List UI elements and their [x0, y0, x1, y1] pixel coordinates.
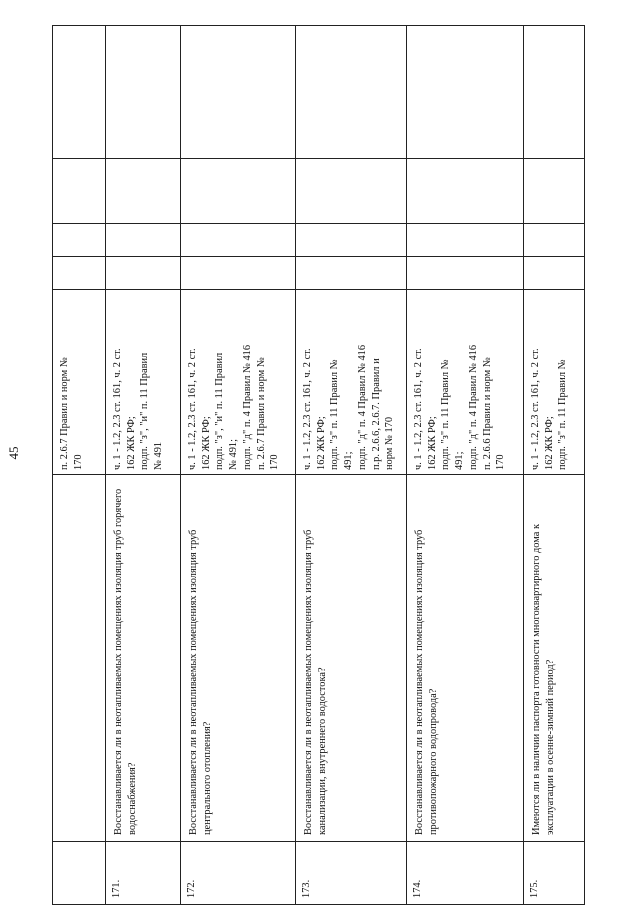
- norm-line: п. 2.6.7 Правил и норм №: [255, 357, 267, 470]
- empty-answer-cell: [524, 159, 585, 224]
- norm-line: подп. "з" п. 11 Правил №: [440, 359, 452, 470]
- empty-answer-cell: [181, 159, 296, 224]
- row-number: 172.: [181, 842, 296, 905]
- norm-line: 491;: [343, 451, 355, 470]
- norm-line: п. 2.6.6 Правил и норм №: [481, 357, 493, 470]
- row-number: 175.: [524, 842, 585, 905]
- empty-answer-cell: [53, 26, 106, 159]
- norm-line: ч. 1 - 1.2, 2.3 ст. 161, ч. 2 ст.: [302, 348, 313, 470]
- empty-answer-cell: [106, 159, 181, 224]
- norm-line: 170: [269, 454, 281, 470]
- norm-line: ч. 1 - 1.2, 2.3 ст. 161, ч. 2 ст.: [530, 348, 541, 470]
- norm-line: подп. "з", "и" п. 11 Правил: [214, 352, 226, 470]
- norm-line: ч. 1 - 1.2, 2.3 ст. 161, ч. 2 ст.: [112, 348, 123, 470]
- empty-answer-cell: [296, 257, 407, 290]
- empty-answer-cell: [53, 224, 106, 257]
- norm-line: подп. "д" п. 4 Правил № 416: [356, 344, 368, 470]
- row-number: 171.: [106, 842, 181, 905]
- checklist-table: [52, 25, 585, 905]
- question-text: Восстанавливается ли в неотапливаемых помещениях изоляция труб канализации, внутреннего водостока?: [296, 475, 407, 842]
- norm-line: № 491: [153, 441, 165, 470]
- empty-answer-cell: [524, 257, 585, 290]
- norm-line: п. 2.6.7 Правил и норм №: [59, 357, 70, 470]
- row-number: 173.: [296, 842, 407, 905]
- legal-norms: [53, 290, 106, 475]
- norm-line: 162 ЖК РФ;: [543, 416, 555, 470]
- empty-answer-cell: [106, 26, 181, 159]
- checklist-table-wrapper: [52, 63, 584, 905]
- empty-answer-cell: [296, 26, 407, 159]
- empty-answer-cell: [407, 26, 524, 159]
- page-number: 45: [6, 446, 21, 460]
- norm-line: № 491;: [228, 439, 240, 470]
- table-row: [53, 26, 106, 905]
- legal-norms: [181, 290, 296, 475]
- empty-answer-cell: [181, 224, 296, 257]
- row-number: [53, 842, 106, 905]
- empty-answer-cell: [407, 159, 524, 224]
- checklist-table-body: [53, 26, 585, 905]
- empty-answer-cell: [106, 257, 181, 290]
- norm-line: п.р. 2.6.6, 2.6.7. Правил и: [370, 358, 382, 470]
- question-text: Восстанавливается ли в неотапливаемых помещениях изоляция труб горячего водоснабжения?: [106, 475, 181, 842]
- legal-norms: [407, 290, 524, 475]
- empty-answer-cell: [53, 257, 106, 290]
- empty-answer-cell: [53, 159, 106, 224]
- norm-line: 162 ЖК РФ;: [315, 416, 327, 470]
- empty-answer-cell: [181, 257, 296, 290]
- norm-line: подп. "з" п. 11 Правил №: [329, 359, 341, 470]
- table-row: [524, 26, 585, 905]
- table-row: [407, 26, 524, 905]
- empty-answer-cell: [524, 224, 585, 257]
- norm-line: 162 ЖК РФ;: [125, 416, 137, 470]
- legal-norms: [106, 290, 181, 475]
- norm-line: подп. "з", "и" п. 11 Правил: [139, 352, 151, 470]
- row-number: 174.: [407, 842, 524, 905]
- empty-answer-cell: [106, 224, 181, 257]
- question-text: Восстанавливается ли в неотапливаемых помещениях изоляция труб центрального отопления?: [181, 475, 296, 842]
- norm-line: подп. "д" п. 4 Правил № 416: [241, 344, 253, 470]
- legal-norms: [524, 290, 585, 475]
- norm-line: 162 ЖК РФ;: [200, 416, 212, 470]
- empty-answer-cell: [407, 257, 524, 290]
- norm-line: норм № 170: [384, 416, 396, 470]
- norm-line: ч. 1 - 1.2, 2.3 ст. 161, ч. 2 ст.: [413, 348, 424, 470]
- norm-line: подп. "з" п. 11 Правил №: [557, 359, 569, 470]
- table-row: [296, 26, 407, 905]
- norm-line: 170: [495, 454, 507, 470]
- empty-answer-cell: [296, 224, 407, 257]
- table-row: [181, 26, 296, 905]
- question-text: Имеются ли в наличии паспорта готовности многоквартирного дома к эксплуатации в осенне-зимний период?: [524, 475, 585, 842]
- empty-answer-cell: [407, 224, 524, 257]
- norm-line: подп. "д" п. 4 Правил № 416: [467, 344, 479, 470]
- norm-line: ч. 1 - 1.2, 2.3 ст. 161, ч. 2 ст.: [187, 348, 198, 470]
- empty-answer-cell: [296, 159, 407, 224]
- legal-norms: [296, 290, 407, 475]
- empty-answer-cell: [181, 26, 296, 159]
- norm-line: 491;: [454, 451, 466, 470]
- question-text: [53, 475, 106, 842]
- norm-line: 162 ЖК РФ;: [426, 416, 438, 470]
- norm-line: 170: [72, 454, 84, 470]
- empty-answer-cell: [524, 26, 585, 159]
- question-text: Восстанавливается ли в неотапливаемых помещениях изоляция труб противопожарного водопровода?: [407, 475, 524, 842]
- table-row: [106, 26, 181, 905]
